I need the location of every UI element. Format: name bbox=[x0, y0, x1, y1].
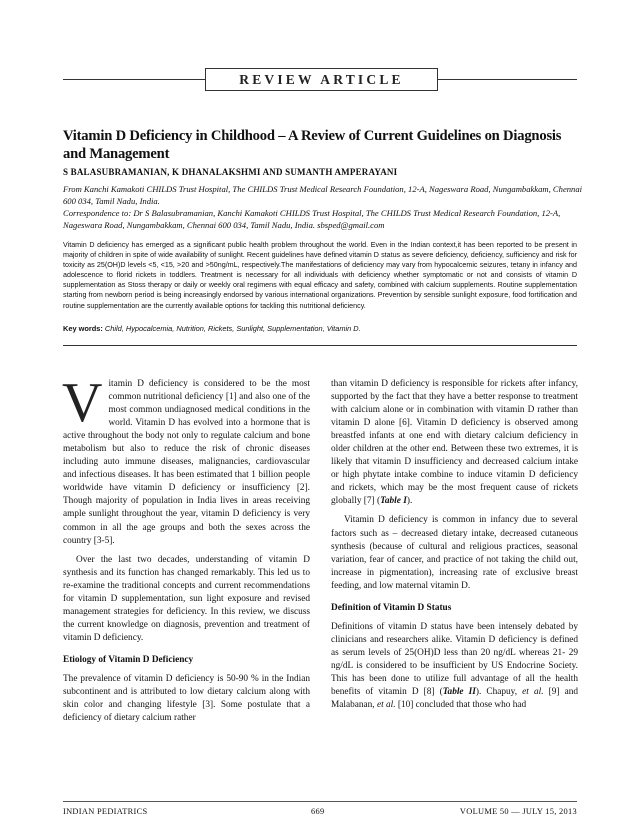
abstract: Vitamin D deficiency has emerged as a significant public health problem throughout the world. Even in the Indian context,it has been reported to be present in majority of children in spite of wide availability of sunlight. Recent guidelines have defined vitamin D status as severe deficiency, deficiency, sufficiency and risk for toxicity as 25(OH)D levels <5, <15, >20 and >50ng/mL, respectively.The manifestations of deficiency may vary from hypocalcemic seizures, tetany in infancy and adolescence to florid rickets in toddlers. Treatment is necessary for all individuals with deficiency whether symptomatic or not and consists of vitamin D supplementation as Stoss therapy or daily or weekly oral regimens with equal efficacy and safety, combined with calcium supplements. Routine supplementation starting from newborn period is being increasingly endorsed by various international organizations. Prevention by sensible sunlight exposure, food fortification and routine supplementation are the currently available options for tackling this nutritional deficiency. bbox=[63, 241, 577, 310]
left-paragraph-3: The prevalence of vitamin D deficiency is 50-90 % in the Indian subcontinent and is attributed to low dietary calcium along with skin color and changing lifestyle [3]. Some postulate that a deficiency of dietary calcium rather bbox=[63, 673, 310, 724]
body-left-column bbox=[62, 372, 310, 725]
abstract-bottom-rule bbox=[63, 345, 577, 346]
banner-rule-right bbox=[438, 79, 577, 80]
footer-page-number: 669 bbox=[311, 807, 325, 816]
keywords-line bbox=[63, 324, 577, 334]
footer-rule bbox=[63, 801, 577, 802]
right-paragraph-3-mid2: [9] and Malabanan, bbox=[331, 687, 578, 711]
article-title: Vitamin D Deficiency in Childhood – A Review of Current Guidelines on Diagnosis and Management bbox=[63, 128, 562, 162]
footer-volume: VOLUME 50 — JULY 15, 2013 bbox=[459, 807, 577, 816]
section-heading-definition: Definition of Vitamin D Status bbox=[331, 602, 452, 613]
table-ref-1[interactable]: Table I bbox=[380, 496, 407, 507]
right-paragraph-3-mid: ). Chapuy, bbox=[475, 687, 523, 698]
right-paragraph-1 bbox=[331, 378, 578, 508]
right-paragraph-3 bbox=[331, 621, 578, 712]
banner-rule-left bbox=[63, 79, 205, 80]
body-right-column bbox=[331, 378, 578, 712]
affiliation-block bbox=[63, 183, 583, 231]
left-paragraph-1-text: itamin D deficiency is considered to be the most common nutritional deficiency [1] and also one of the most common undiagnosed medical conditions in the world. Vitamin D has evolved into a hormone that is active throughout the body not only to regulate calcium and bone metabolism but also to reduce the risk of chronic diseases including auto immune diseases, malignancies, cardiovascular and infectious diseases. It has been estimated that 1 billion people worldwide have vitamin D deficiency or insufficiency [2]. Though majority of population in India lives in areas receiving ample sunlight throughout the year, vitamin D deficiency is very common in all the age groups and both the sexes across the country [3-5]. bbox=[63, 379, 310, 546]
right-paragraph-3-text: Definitions of vitamin D status have been intensely debated by clinicians and researchers alike. Vitamin D deficiency is defined as serum levels of 25(OH)D less than 20 ng/dL whereas 21- 29 ng/dL is considered to be insufficient by US Endocrine Society. This has been done to utilize full advantage of all the health benefits of vitamin D [8] ( bbox=[331, 621, 578, 698]
right-paragraph-3-end: [10] concluded that those who had bbox=[395, 700, 527, 711]
correspondence: Correspondence to: Dr S Balasubramanian, Kanchi Kamakoti CHILDS Trust Hospital, The CHILDS Trust Medical Research Foundation, 12-A, Nageswara Road, Nungambakkam, Chennai 600 034, Tamil Nadu, India. sbsped@gmail.com bbox=[63, 208, 561, 230]
keywords-list: Child, Hypocalcemia, Nutrition, Rickets, Sunlight, Supplementation, Vitamin D. bbox=[104, 324, 361, 333]
footer-journal: INDIAN PEDIATRICS bbox=[63, 807, 148, 816]
left-paragraph-2: Over the last two decades, understanding of vitamin D synthesis and its function has changed remarkably. This led us to re-examine the traditional concepts and current recommendations for vitamin D supplementation, sun light exposure and revised management strategies for deficiency. In this review, we discuss the current knowledge on diagnosis, prevention and treatment of vitamin D deficiency. bbox=[63, 554, 310, 643]
drop-cap: V bbox=[62, 372, 103, 434]
section-heading-etiology: Etiology of Vitamin D Deficiency bbox=[63, 654, 194, 665]
table-ref-2[interactable]: Table II bbox=[442, 687, 476, 698]
right-paragraph-1-end: ). bbox=[406, 496, 413, 507]
et-al-1: et al. bbox=[522, 687, 544, 698]
keywords-label: Key words: bbox=[63, 324, 103, 333]
affiliation: From Kanchi Kamakoti CHILDS Trust Hospital, The CHILDS Trust Medical Research Foundation, 12-A, Nageswara Road, Nungambakkam, Chennai 600 034, Tamil Nadu, India. bbox=[63, 184, 583, 206]
et-al-2: et al. bbox=[376, 700, 396, 711]
right-paragraph-2: Vitamin D deficiency is common in infancy due to several factors such as – decreased dietary intake, decreased cutaneous synthesis (because of cultural and religious practices, seasonal variation, fear of cancer, and practice of not taking the child out, increase in pigmentation), increasing rate of exclusive breast feeding, and low maternal vitamin D. bbox=[331, 515, 578, 591]
author-list: S BALASUBRAMANIAN, K DHANALAKSHMI AND SUMANTH AMPERAYANI bbox=[63, 167, 398, 177]
left-paragraph-1 bbox=[62, 372, 310, 548]
right-paragraph-1-text: than vitamin D deficiency is responsible for rickets after infancy, supported by the fact that they have a better response to treatment with calcium alone or in combination with vitamin D rather than vitamin D alone [6]. Vitamin D deficiency is observed among breastfed infants at one end with dietary calcium deficiency in older children at the other end. Between these two extremes, it is likely that vitamin D insufficiency and decreased calcium intake or high phytate intake combine to induce vitamin D deficiency and rickets, which may be the most frequent cause of rickets globally [7] ( bbox=[331, 379, 578, 507]
article-type-banner: REVIEW ARTICLE bbox=[205, 68, 438, 91]
